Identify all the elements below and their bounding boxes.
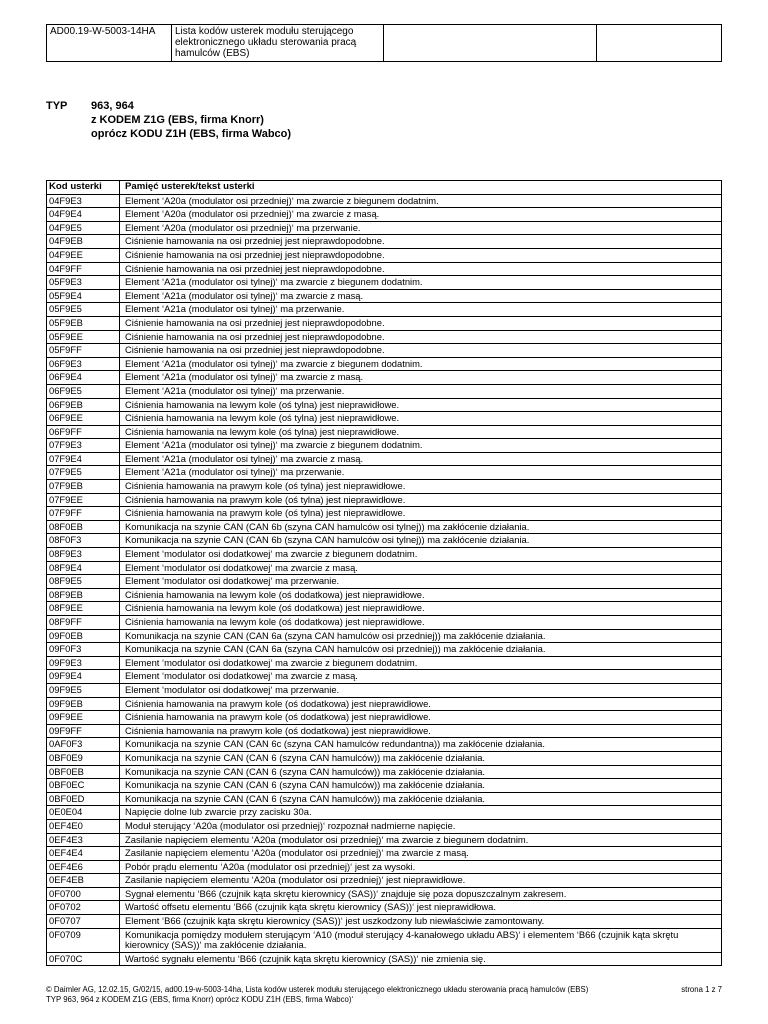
table-row bbox=[47, 765, 722, 779]
fault-text: Element ‘B66 (czujnik kąta skrętu kierownicy (SAS))‘ jest uszkodzony lub niewłaściwie zamontowany. bbox=[120, 915, 722, 929]
fault-text: Ciśnienia hamowania na lewym kole (oś tylna) jest nieprawidłowe. bbox=[120, 398, 722, 412]
table-row bbox=[47, 480, 722, 494]
table-row bbox=[47, 289, 722, 303]
table-row bbox=[47, 208, 722, 222]
table-row bbox=[47, 493, 722, 507]
fault-text: Element ‘A20a (modulator osi przedniej)‘ ma przerwanie. bbox=[120, 221, 722, 235]
table-row bbox=[47, 847, 722, 861]
table-row bbox=[47, 371, 722, 385]
fault-text: Ciśnienia hamowania na lewym kole (oś dodatkowa) jest nieprawidłowe. bbox=[120, 588, 722, 602]
fault-text: Ciśnienie hamowania na osi przedniej jest nieprawdopodobne. bbox=[120, 248, 722, 262]
table-row bbox=[47, 534, 722, 548]
fault-code: 0F0707 bbox=[47, 915, 120, 929]
page-footer bbox=[46, 985, 722, 1004]
fault-text: Komunikacja na szynie CAN (CAN 6b (szyna CAN hamulców osi tylnej)) ma zakłócenie działania. bbox=[120, 520, 722, 534]
fault-text: Element ‘A21a (modulator osi tylnej)‘ ma przerwanie. bbox=[120, 466, 722, 480]
table-row bbox=[47, 548, 722, 562]
page-number: strona 1 z 7 bbox=[681, 985, 722, 994]
fault-text: Ciśnienie hamowania na osi przedniej jest nieprawdopodobne. bbox=[120, 316, 722, 330]
fault-text: Moduł sterujący ‘A20a (modulator osi przedniej)‘ rozpoznał nadmierne napięcie. bbox=[120, 819, 722, 833]
fault-code: 09F9FF bbox=[47, 724, 120, 738]
fault-code: 06F9E5 bbox=[47, 384, 120, 398]
fault-text: Ciśnienie hamowania na osi przedniej jest nieprawdopodobne. bbox=[120, 235, 722, 249]
fault-code: 09F0F3 bbox=[47, 643, 120, 657]
type-code-with: z KODEM Z1G (EBS, firma Knorr) bbox=[91, 114, 264, 126]
fault-code: 0E0E04 bbox=[47, 806, 120, 820]
fault-text: Wartość sygnału elementu ‘B66 (czujnik kąta skrętu kierownicy (SAS))‘ nie zmienia się. bbox=[120, 952, 722, 966]
table-row bbox=[47, 276, 722, 290]
fault-code: 05F9FF bbox=[47, 344, 120, 358]
fault-text: Element ‘A21a (modulator osi tylnej)‘ ma zwarcie z masą. bbox=[120, 371, 722, 385]
fault-text: Ciśnienia hamowania na lewym kole (oś tylna) jest nieprawidłowe. bbox=[120, 425, 722, 439]
fault-code: 05F9E3 bbox=[47, 276, 120, 290]
fault-text: Komunikacja na szynie CAN (CAN 6 (szyna CAN hamulców)) ma zakłócenie działania. bbox=[120, 751, 722, 765]
table-row bbox=[47, 602, 722, 616]
fault-code: 0BF0EB bbox=[47, 765, 120, 779]
table-row bbox=[47, 887, 722, 901]
fault-code: 0EF4E4 bbox=[47, 847, 120, 861]
fault-code: 0BF0E9 bbox=[47, 751, 120, 765]
fault-text: Element ‘modulator osi dodatkowej‘ ma zwarcie z masą. bbox=[120, 670, 722, 684]
type-block bbox=[46, 99, 291, 141]
fault-code: 09F9E5 bbox=[47, 683, 120, 697]
header-empty-cell-2 bbox=[597, 25, 722, 62]
fault-text: Sygnał elementu ‘B66 (czujnik kąta skrętu kierownicy (SAS))‘ znajduje się poza dopuszczalnym zakresem. bbox=[120, 887, 722, 901]
fault-text: Ciśnienia hamowania na prawym kole (oś tylna) jest nieprawidłowe. bbox=[120, 507, 722, 521]
table-row bbox=[47, 561, 722, 575]
table-row bbox=[47, 738, 722, 752]
fault-text: Komunikacja na szynie CAN (CAN 6 (szyna CAN hamulców)) ma zakłócenie działania. bbox=[120, 792, 722, 806]
fault-text: Element ‘A21a (modulator osi tylnej)‘ ma zwarcie z biegunem dodatnim. bbox=[120, 439, 722, 453]
fault-text: Komunikacja na szynie CAN (CAN 6c (szyna CAN hamulców redundantna)) ma zakłócenie działania. bbox=[120, 738, 722, 752]
table-row bbox=[47, 792, 722, 806]
fault-code: 06F9FF bbox=[47, 425, 120, 439]
table-row bbox=[47, 248, 722, 262]
fault-text: Element ‘modulator osi dodatkowej‘ ma zwarcie z biegunem dodatnim. bbox=[120, 548, 722, 562]
fault-code: 07F9FF bbox=[47, 507, 120, 521]
fault-text: Element ‘A21a (modulator osi tylnej)‘ ma przerwanie. bbox=[120, 303, 722, 317]
fault-code: 06F9E4 bbox=[47, 371, 120, 385]
fault-code: 07F9E3 bbox=[47, 439, 120, 453]
table-row bbox=[47, 915, 722, 929]
table-row bbox=[47, 194, 722, 208]
type-code-except: oprócz KODU Z1H (EBS, firma Wabco) bbox=[91, 128, 292, 140]
fault-text: Element ‘A21a (modulator osi tylnej)‘ ma zwarcie z masą. bbox=[120, 452, 722, 466]
fault-text: Ciśnienia hamowania na prawym kole (oś tylna) jest nieprawidłowe. bbox=[120, 493, 722, 507]
fault-code-table bbox=[46, 180, 722, 966]
fault-code: 0EF4EB bbox=[47, 874, 120, 888]
table-row bbox=[47, 262, 722, 276]
fault-text: Napięcie dolne lub zwarcie przy zacisku 30a. bbox=[120, 806, 722, 820]
table-row bbox=[47, 724, 722, 738]
table-row bbox=[47, 452, 722, 466]
fault-code: 0F0709 bbox=[47, 928, 120, 952]
table-row bbox=[47, 221, 722, 235]
table-row bbox=[47, 643, 722, 657]
fault-text: Ciśnienia hamowania na prawym kole (oś tylna) jest nieprawidłowe. bbox=[120, 480, 722, 494]
fault-text: Element ‘modulator osi dodatkowej‘ ma zwarcie z masą. bbox=[120, 561, 722, 575]
fault-text: Ciśnienia hamowania na lewym kole (oś tylna) jest nieprawidłowe. bbox=[120, 412, 722, 426]
table-row bbox=[47, 751, 722, 765]
table-row bbox=[47, 303, 722, 317]
fault-text: Element ‘modulator osi dodatkowej‘ ma zwarcie z biegunem dodatnim. bbox=[120, 656, 722, 670]
fault-text: Element ‘A21a (modulator osi tylnej)‘ ma zwarcie z biegunem dodatnim. bbox=[120, 276, 722, 290]
table-row bbox=[47, 928, 722, 952]
fault-code: 07F9EE bbox=[47, 493, 120, 507]
table-row bbox=[47, 670, 722, 684]
fault-code-rows bbox=[47, 194, 722, 966]
table-row bbox=[47, 952, 722, 966]
fault-code: 0BF0ED bbox=[47, 792, 120, 806]
table-row bbox=[47, 507, 722, 521]
table-row bbox=[47, 860, 722, 874]
table-row bbox=[47, 412, 722, 426]
fault-code: 09F9E3 bbox=[47, 656, 120, 670]
table-row bbox=[47, 616, 722, 630]
fault-text: Element ‘A21a (modulator osi tylnej)‘ ma zwarcie z biegunem dodatnim. bbox=[120, 357, 722, 371]
column-header-code: Kod usterki bbox=[47, 181, 120, 195]
table-row bbox=[47, 344, 722, 358]
fault-text: Ciśnienia hamowania na prawym kole (oś dodatkowa) jest nieprawidłowe. bbox=[120, 697, 722, 711]
table-header-row bbox=[47, 181, 722, 195]
fault-code: 07F9EB bbox=[47, 480, 120, 494]
table-row bbox=[47, 235, 722, 249]
fault-code: 06F9EE bbox=[47, 412, 120, 426]
fault-code: 08F9FF bbox=[47, 616, 120, 630]
fault-text: Element ‘A20a (modulator osi przedniej)‘ ma zwarcie z biegunem dodatnim. bbox=[120, 194, 722, 208]
fault-text: Ciśnienia hamowania na prawym kole (oś dodatkowa) jest nieprawidłowe. bbox=[120, 724, 722, 738]
table-row bbox=[47, 520, 722, 534]
fault-text: Komunikacja na szynie CAN (CAN 6b (szyna CAN hamulców osi tylnej)) ma zakłócenie działania. bbox=[120, 534, 722, 548]
fault-text: Komunikacja na szynie CAN (CAN 6 (szyna CAN hamulców)) ma zakłócenie działania. bbox=[120, 765, 722, 779]
fault-code: 0F0702 bbox=[47, 901, 120, 915]
table-row bbox=[47, 683, 722, 697]
fault-code: 0EF4E6 bbox=[47, 860, 120, 874]
fault-code: 08F9E4 bbox=[47, 561, 120, 575]
fault-code: 0EF4E3 bbox=[47, 833, 120, 847]
fault-text: Wartość offsetu elementu ‘B66 (czujnik kąta skrętu kierownicy (SAS))‘ jest nieprawidłowa. bbox=[120, 901, 722, 915]
fault-text: Ciśnienia hamowania na prawym kole (oś dodatkowa) jest nieprawidłowe. bbox=[120, 711, 722, 725]
fault-code: 08F9EB bbox=[47, 588, 120, 602]
fault-code: 08F9E3 bbox=[47, 548, 120, 562]
fault-code: 05F9E5 bbox=[47, 303, 120, 317]
fault-code: 0F0700 bbox=[47, 887, 120, 901]
table-row bbox=[47, 588, 722, 602]
fault-code: 06F9E3 bbox=[47, 357, 120, 371]
fault-code: 04F9E5 bbox=[47, 221, 120, 235]
footer-copyright: © Daimler AG, 12.02.15, G/02/15, ad00.19-w-5003-14ha, Lista kodów usterek modułu sterującego elektronicznego układu sterowania pracą hamulców (EBS) bbox=[46, 985, 589, 994]
fault-code: 04F9EE bbox=[47, 248, 120, 262]
fault-code: 07F9E5 bbox=[47, 466, 120, 480]
fault-text: Ciśnienia hamowania na lewym kole (oś dodatkowa) jest nieprawidłowe. bbox=[120, 602, 722, 616]
fault-text: Zasilanie napięciem elementu ‘A20a (modulator osi przedniej)‘ ma zwarcie z masą. bbox=[120, 847, 722, 861]
fault-code: 09F9EB bbox=[47, 697, 120, 711]
fault-code: 04F9E3 bbox=[47, 194, 120, 208]
fault-code: 08F0EB bbox=[47, 520, 120, 534]
table-row bbox=[47, 697, 722, 711]
table-row bbox=[47, 833, 722, 847]
fault-text: Element ‘A21a (modulator osi tylnej)‘ ma zwarcie z masą. bbox=[120, 289, 722, 303]
doc-title: Lista kodów usterek modułu sterującego elektronicznego układu sterowania pracą hamulców (EBS) bbox=[172, 25, 384, 62]
column-header-text: Pamięć usterek/tekst usterki bbox=[120, 181, 722, 195]
fault-text: Komunikacja na szynie CAN (CAN 6a (szyna CAN hamulców osi przedniej)) ma zakłócenie działania. bbox=[120, 629, 722, 643]
table-row bbox=[47, 466, 722, 480]
doc-id: AD00.19-W-5003-14HA bbox=[47, 25, 172, 62]
fault-text: Element ‘modulator osi dodatkowej‘ ma przerwanie. bbox=[120, 683, 722, 697]
fault-text: Komunikacja pomiędzy modułem sterującym ‘A10 (moduł sterujący 4-kanałowego układu ABS)‘ i elementem ‘B66 (czujnik kąta skrętu kierownicy (SAS))‘ ma zakłócenie działania. bbox=[120, 928, 722, 952]
fault-text: Element ‘modulator osi dodatkowej‘ ma przerwanie. bbox=[120, 575, 722, 589]
table-row bbox=[47, 819, 722, 833]
fault-code: 0F070C bbox=[47, 952, 120, 966]
fault-text: Zasilanie napięciem elementu ‘A20a (modulator osi przedniej)‘ jest nieprawidłowe. bbox=[120, 874, 722, 888]
fault-text: Ciśnienia hamowania na lewym kole (oś dodatkowa) jest nieprawidłowe. bbox=[120, 616, 722, 630]
fault-code: 07F9E4 bbox=[47, 452, 120, 466]
table-row bbox=[47, 874, 722, 888]
fault-text: Ciśnienie hamowania na osi przedniej jest nieprawdopodobne. bbox=[120, 330, 722, 344]
table-row bbox=[47, 901, 722, 915]
document-header-table bbox=[46, 24, 722, 62]
fault-code: 04F9E4 bbox=[47, 208, 120, 222]
header-empty-cell-1 bbox=[384, 25, 597, 62]
fault-code: 0AF0F3 bbox=[47, 738, 120, 752]
type-label: TYP bbox=[46, 100, 68, 112]
fault-code: 04F9FF bbox=[47, 262, 120, 276]
table-row bbox=[47, 384, 722, 398]
fault-code: 09F9E4 bbox=[47, 670, 120, 684]
fault-text: Ciśnienie hamowania na osi przedniej jest nieprawdopodobne. bbox=[120, 262, 722, 276]
table-row bbox=[47, 629, 722, 643]
fault-code: 0EF4E0 bbox=[47, 819, 120, 833]
table-row bbox=[47, 398, 722, 412]
fault-text: Element ‘A21a (modulator osi tylnej)‘ ma przerwanie. bbox=[120, 384, 722, 398]
fault-code: 05F9E4 bbox=[47, 289, 120, 303]
fault-code: 04F9EB bbox=[47, 235, 120, 249]
table-row bbox=[47, 425, 722, 439]
fault-code: 09F9EE bbox=[47, 711, 120, 725]
fault-code: 0BF0EC bbox=[47, 779, 120, 793]
table-row bbox=[47, 711, 722, 725]
fault-code: 08F0F3 bbox=[47, 534, 120, 548]
fault-code: 05F9EE bbox=[47, 330, 120, 344]
table-row bbox=[47, 779, 722, 793]
fault-text: Ciśnienie hamowania na osi przedniej jest nieprawdopodobne. bbox=[120, 344, 722, 358]
fault-text: Komunikacja na szynie CAN (CAN 6 (szyna CAN hamulców)) ma zakłócenie działania. bbox=[120, 779, 722, 793]
fault-text: Pobór prądu elementu ‘A20a (modulator osi przedniej)‘ jest za wysoki. bbox=[120, 860, 722, 874]
table-row bbox=[47, 357, 722, 371]
fault-code: 08F9EE bbox=[47, 602, 120, 616]
fault-code: 06F9EB bbox=[47, 398, 120, 412]
table-row bbox=[47, 439, 722, 453]
table-row bbox=[47, 806, 722, 820]
fault-code: 08F9E5 bbox=[47, 575, 120, 589]
table-row bbox=[47, 330, 722, 344]
footer-type: TYP 963, 964 z KODEM Z1G (EBS, firma Knorr) oprócz KODU Z1H (EBS, firma Wabco)‘ bbox=[46, 994, 354, 1004]
table-row bbox=[47, 316, 722, 330]
fault-code: 05F9EB bbox=[47, 316, 120, 330]
fault-code: 09F0EB bbox=[47, 629, 120, 643]
table-row bbox=[47, 575, 722, 589]
fault-text: Element ‘A20a (modulator osi przedniej)‘ ma zwarcie z masą. bbox=[120, 208, 722, 222]
fault-text: Komunikacja na szynie CAN (CAN 6a (szyna CAN hamulców osi przedniej)) ma zakłócenie działania. bbox=[120, 643, 722, 657]
type-models: 963, 964 bbox=[91, 100, 134, 112]
table-row bbox=[47, 656, 722, 670]
fault-text: Zasilanie napięciem elementu ‘A20a (modulator osi przedniej)‘ ma zwarcie z biegunem dodatnim. bbox=[120, 833, 722, 847]
